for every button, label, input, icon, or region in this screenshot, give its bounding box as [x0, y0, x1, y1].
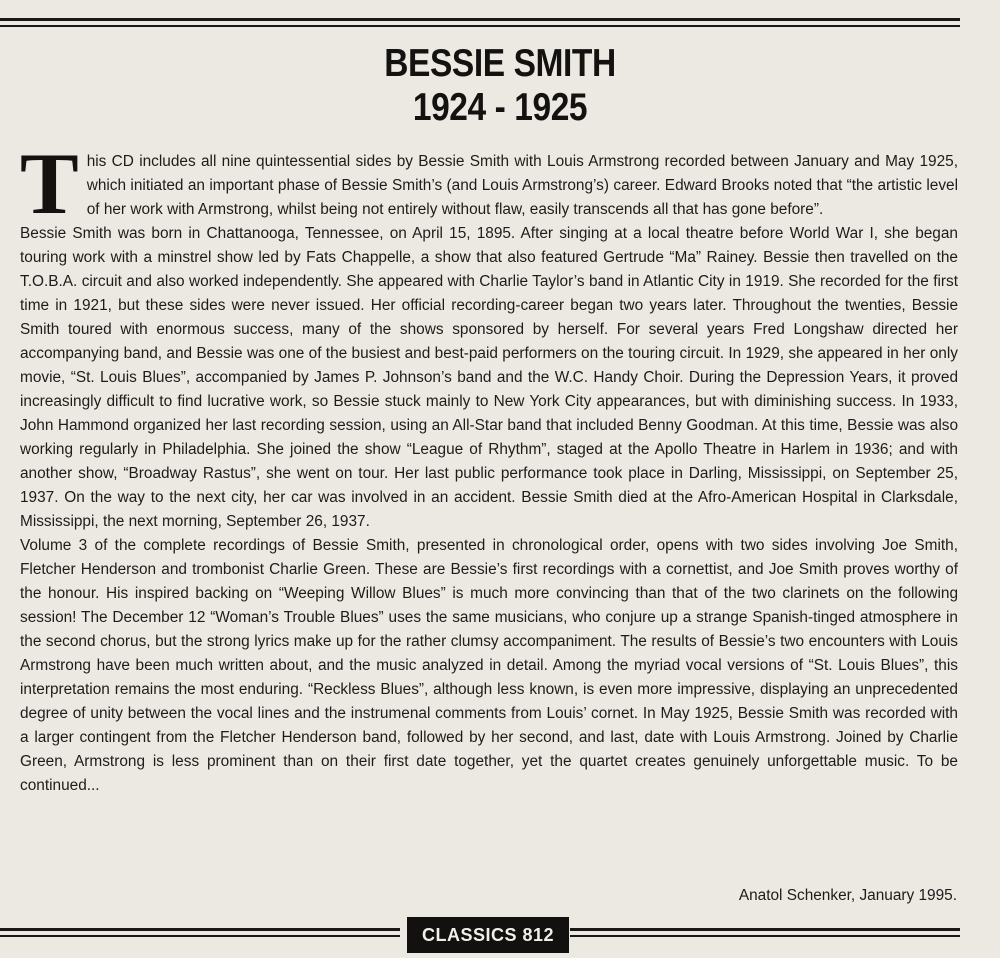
drop-cap: T	[20, 136, 79, 233]
bottom-rule-right-thin	[570, 935, 960, 937]
bottom-rule-left	[0, 928, 400, 931]
liner-notes-article	[20, 136, 958, 798]
top-rule-thin	[0, 25, 960, 27]
author-signature: Anatol Schenker, January 1995.	[738, 887, 957, 904]
page-title: BESSIE SMITH	[384, 42, 616, 85]
title-block	[0, 42, 1000, 130]
paragraph-biography: Bessie Smith was born in Chattanooga, Tennessee, on April 15, 1895. After singing at a local theatre before World War I, she began touring work with a minstrel show led by Fats Chappelle, a show that also featured Gertrude “Ma” Rainey. Bessie then travelled on the T.O.B.A. circuit and also worked independently. She appeared with Charlie Taylor’s band in Atlantic City in 1919. She recorded for the first time in 1921, but these sides were never issued. Her official recording-career began two years later. Throughout the twenties, Bessie Smith toured with enormous success, many of the shows sponsored by herself. For several years Fred Longshaw directed her accompanying band, and Bessie was one of the busiest and best-paid performers on the touring circuit. In 1929, she appeared in her only movie, “St. Louis Blues”, accompanied by James P. Johnson’s band and the W.C. Handy Choir. During the Depression Years, it proved increasingly difficult to find lucrative work, so Bessie stuck mainly to New York City appearances, but with diminishing success. In 1933, John Hammond organized her last recording session, using an All-Star band that included Benny Goodman. At this time, Bessie was also working regularly in Philadelphia. She joined the show “League of Rhythm”, staged at the Apollo Theatre in Harlem in 1936; and with another show, “Broadway Rastus”, she went on tour. Her last public performance took place in Darling, Mississippi, on September 25, 1937. On the way to the next city, her car was involved in an accident. Bessie Smith died at the Afro-American Hospital in Clarksdale, Mississippi, the next morning, September 26, 1937.	[20, 225, 958, 530]
bottom-rule-left-thin	[0, 935, 400, 937]
catalog-number-badge: CLASSICS 812	[407, 917, 569, 953]
bottom-rule-right	[570, 928, 960, 931]
paragraph-intro-text: his CD includes all nine quintessential sides by Bessie Smith with Louis Armstrong recorded between January and May 1925, which initiated an important phase of Bessie Smith’s (and Louis Armstrong’s) career. Edward Brooks noted that “the artistic level of her work with Armstrong, whilst being not entirely without flaw, easily transcends all that has gone before”.	[86, 153, 958, 218]
paragraph-intro	[20, 136, 958, 233]
page-subtitle-years: 1924 - 1925	[412, 86, 588, 129]
paragraph-volume-notes: Volume 3 of the complete recordings of Bessie Smith, presented in chronological order, opens with two sides involving Joe Smith, Fletcher Henderson and trombonist Charlie Green. These are Bessie’s first recordings with a cornettist, and Joe Smith proves worthy of the honour. His inspired backing on “Weeping Willow Blues” is much more convincing than that of the two clarinets on the following session! The December 12 “Woman’s Trouble Blues” uses the same musicians, who conjure up a strange Spanish-tinged atmosphere in the second chorus, but the strong lyrics make up for the rather clumsy accompaniment. The results of Bessie’s two encounters with Louis Armstrong have been much written about, and the music analyzed in detail. Among the myriad vocal versions of “St. Louis Blues”, this interpretation remains the most enduring. “Reckless Blues”, although less known, is even more impressive, displaying an unprecedented degree of unity between the vocal lines and the instrumenal comments from Louis’ cornet. In May 1925, Bessie Smith was recorded with a larger contingent from the Fletcher Henderson band, followed by her second, and last, date with Louis Armstrong. Joined by Charlie Green, Armstrong is less prominent than on their first date together, yet the quartet creates genuinely unforgettable music. To be continued...	[20, 537, 958, 794]
top-rule	[0, 18, 960, 21]
